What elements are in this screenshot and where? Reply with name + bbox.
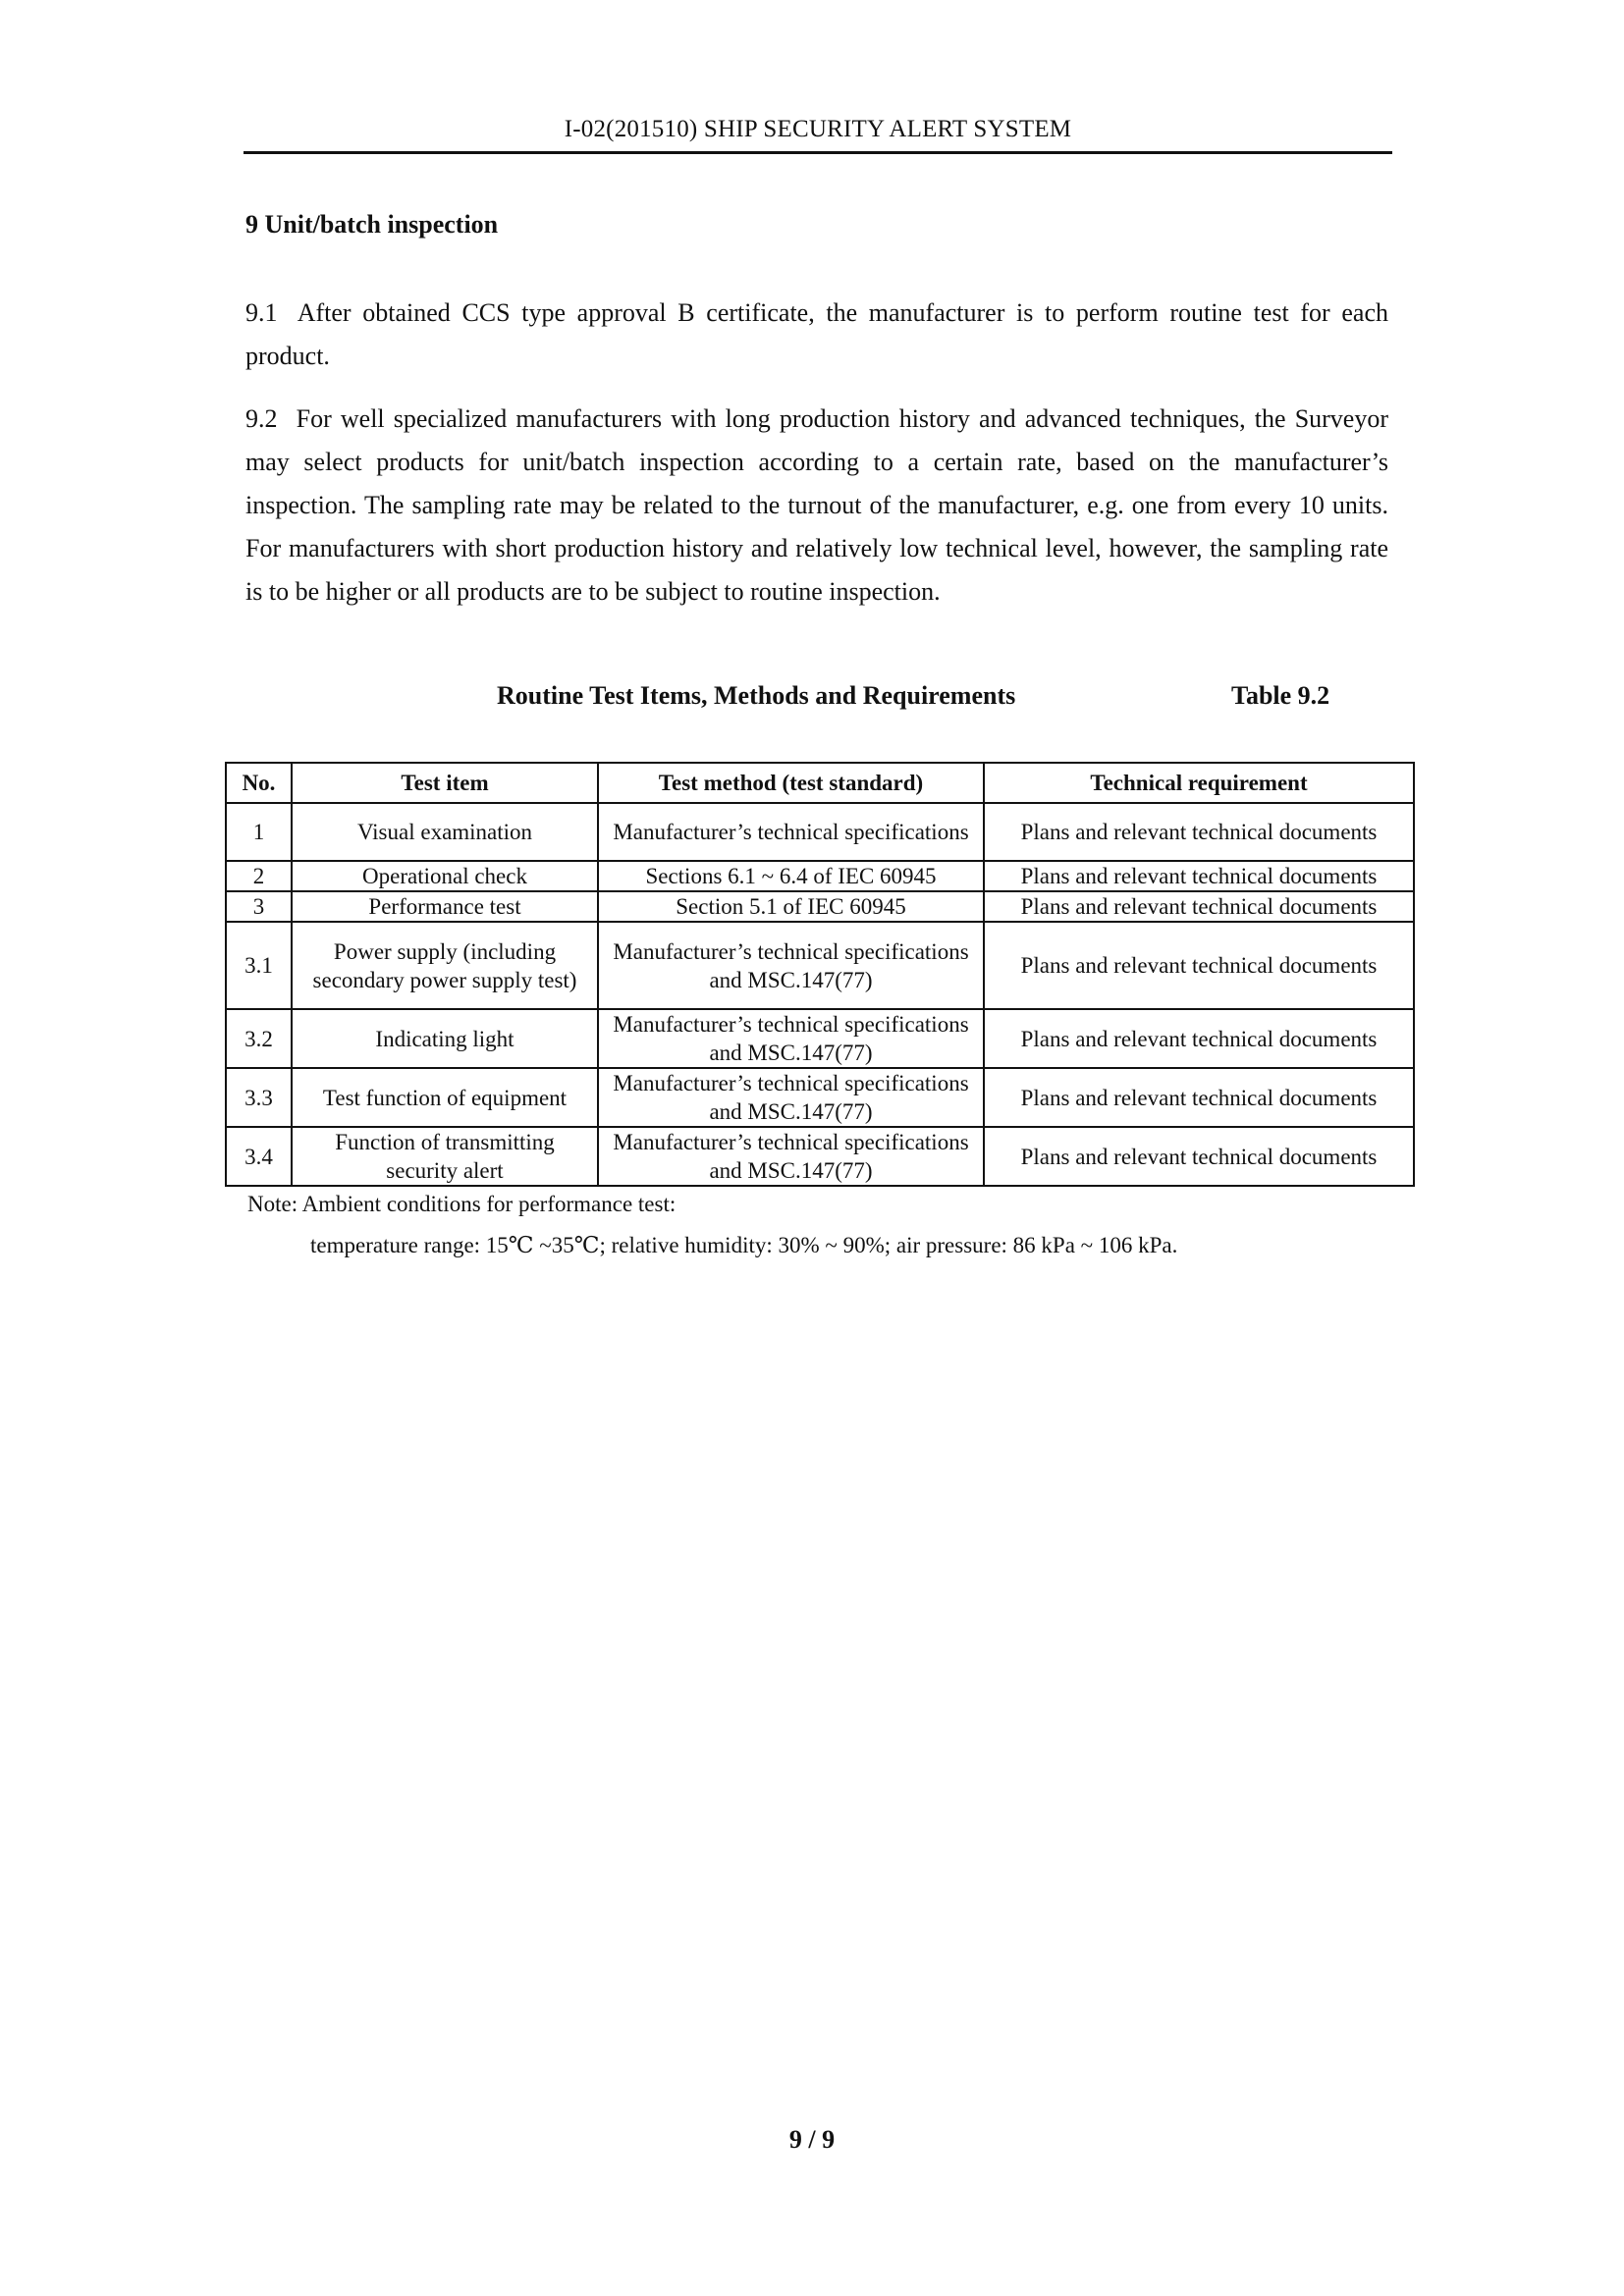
table-row [226,1068,1414,1127]
cell-no: 1 [226,803,292,861]
note-text: temperature range: 15℃ ~35℃; relative humidity: 30% ~ 90%; air pressure: 86 kPa ~ 106 kPa. [310,1233,1178,1257]
cell-test-method: Manufacturer’s technical specifications and MSC.147(77) [598,922,984,1009]
cell-test-item: Test function of equipment [292,1068,598,1127]
cell-test-item: Visual examination [292,803,598,861]
cell-no: 3 [226,891,292,922]
header-test-method: Test method (test standard) [598,763,984,803]
cell-technical-requirement: Plans and relevant technical documents [984,861,1414,891]
cell-no: 3.2 [226,1009,292,1068]
paragraph-text: For well specialized manufacturers with long production history and advanced techniques, the Surveyor may select products for unit/batch inspection according to a certain rate, based on the manufacturer’s inspection. The sampling rate may be related to the turnout of the manufacturer, e.g. one from every 10 units. For manufacturers with short production history and relatively low technical level, however, the sampling rate is to be higher or all products are to be subject to routine inspection. [245,404,1389,606]
cell-technical-requirement: Plans and relevant technical documents [984,922,1414,1009]
cell-no: 2 [226,861,292,891]
table-row [226,861,1414,891]
cell-test-item: Function of transmitting security alert [292,1127,598,1186]
cell-technical-requirement: Plans and relevant technical documents [984,1068,1414,1127]
header-test-item: Test item [292,763,598,803]
cell-test-method: Sections 6.1 ~ 6.4 of IEC 60945 [598,861,984,891]
cell-technical-requirement: Plans and relevant technical documents [984,891,1414,922]
table-row [226,803,1414,861]
table-row [226,922,1414,1009]
table-reference: Table 9.2 [1231,681,1330,710]
table-container [225,762,1413,1187]
cell-no: 3.1 [226,922,292,1009]
cell-test-method: Manufacturer’s technical specifications and MSC.147(77) [598,1127,984,1186]
paragraph-9-2 [245,398,1388,614]
header-technical-requirement: Technical requirement [984,763,1414,803]
page-number: 9 / 9 [788,2125,836,2154]
cell-test-item: Operational check [292,861,598,891]
table-caption: Routine Test Items, Methods and Requirements [497,681,1016,710]
table-row [226,1127,1414,1186]
cell-technical-requirement: Plans and relevant technical documents [984,1009,1414,1068]
cell-no: 3.3 [226,1068,292,1127]
header-no: No. [226,763,292,803]
paragraph-9-1 [245,292,1388,378]
cell-test-method: Manufacturer’s technical specifications [598,803,984,861]
cell-technical-requirement: Plans and relevant technical documents [984,1127,1414,1186]
cell-test-item: Power supply (including secondary power supply test) [292,922,598,1009]
table-row [226,891,1414,922]
cell-no: 3.4 [226,1127,292,1186]
paragraph-number: 9.1 [245,298,278,327]
table-header-row [226,763,1414,803]
section-title: 9 Unit/batch inspection [245,210,499,239]
cell-test-method: Manufacturer’s technical specifications and MSC.147(77) [598,1068,984,1127]
table-row [226,1009,1414,1068]
paragraph-number: 9.2 [245,404,278,433]
page-header: I-02(201510) SHIP SECURITY ALERT SYSTEM [564,116,1072,142]
note-label: Note: Ambient conditions for performance test: [247,1192,677,1216]
routine-test-table [225,762,1415,1187]
cell-test-method: Manufacturer’s technical specifications and MSC.147(77) [598,1009,984,1068]
paragraph-text: After obtained CCS type approval B certificate, the manufacturer is to perform routine test for each product. [245,298,1388,370]
cell-test-method: Section 5.1 of IEC 60945 [598,891,984,922]
cell-test-item: Performance test [292,891,598,922]
cell-test-item: Indicating light [292,1009,598,1068]
cell-technical-requirement: Plans and relevant technical documents [984,803,1414,861]
header-rule [244,151,1392,154]
